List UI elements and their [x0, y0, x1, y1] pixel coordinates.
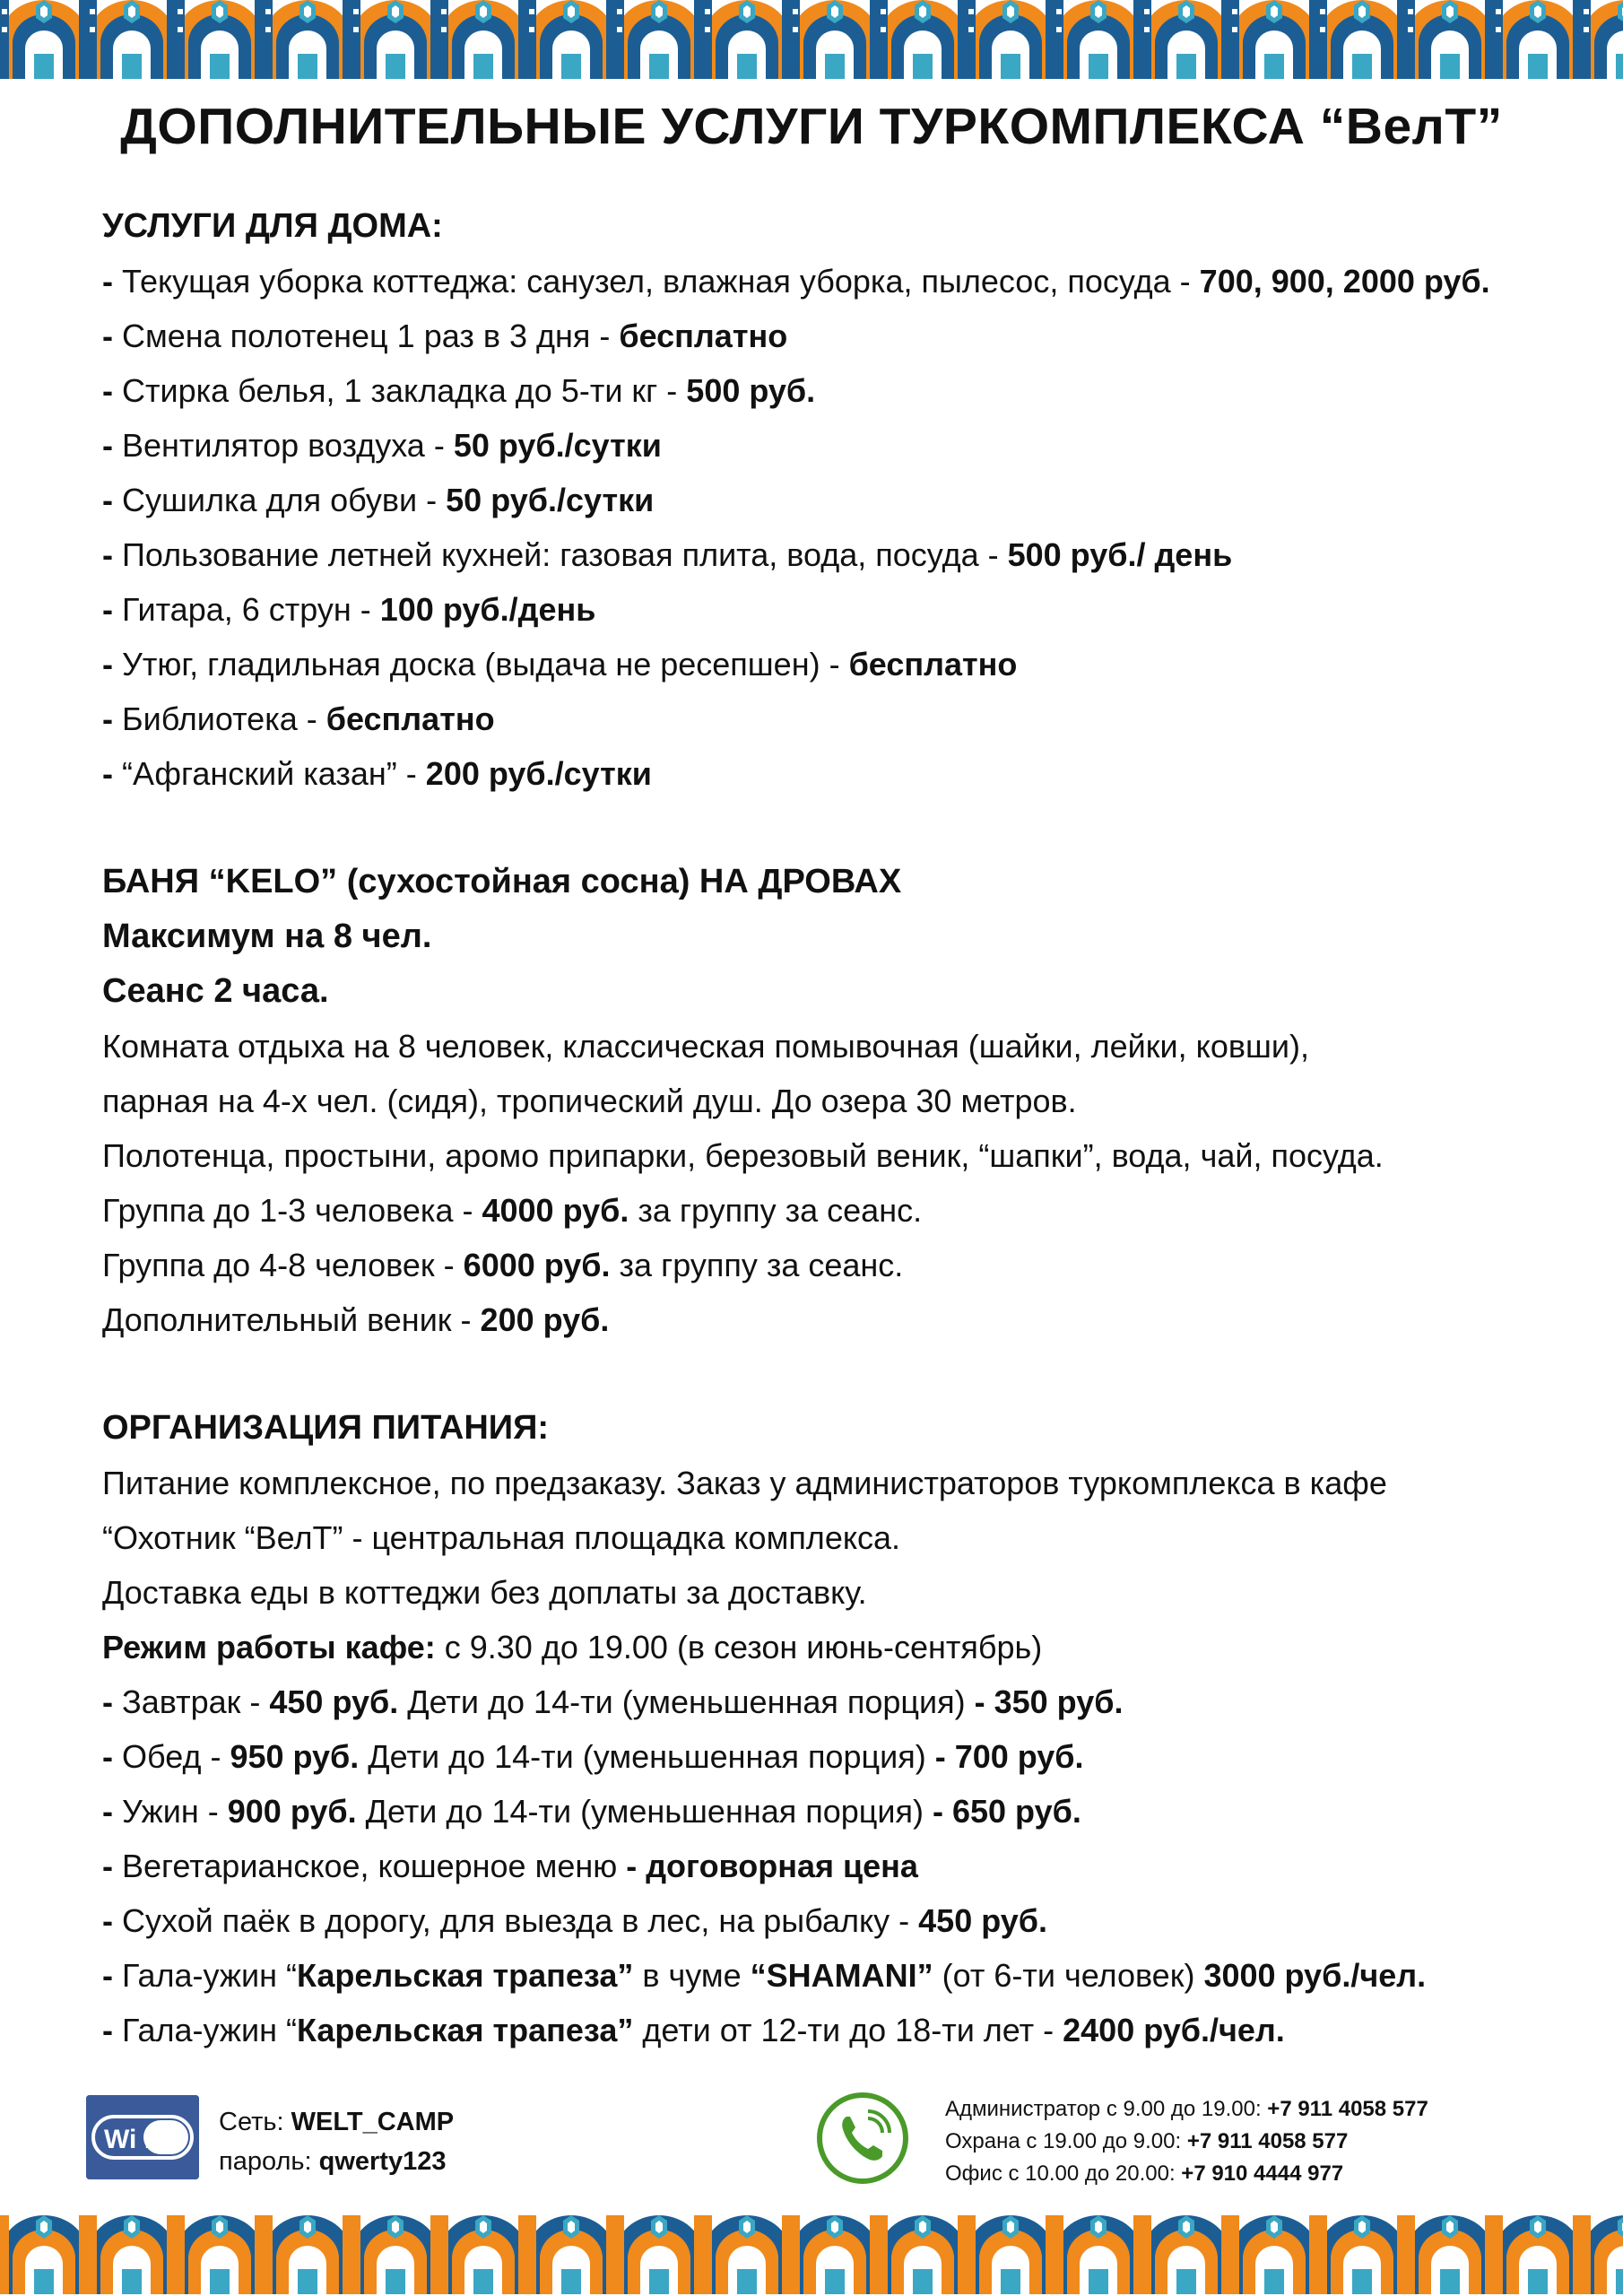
- list-item: - Гитара, 6 струн - 100 руб./день: [102, 591, 596, 628]
- wifi-network: WELT_CAMP: [291, 2108, 455, 2136]
- contacts: [945, 2093, 1428, 2190]
- sauna-group-large: Группа до 4-8 человек - 6000 руб. за группу за сеанс.: [102, 1247, 904, 1283]
- lunch-item: - Обед - 950 руб. Дети до 14-ти (уменьшенная порция) - 700 руб.: [102, 1738, 1084, 1775]
- food-heading: ОРГАНИЗАЦИЯ ПИТАНИЯ:: [102, 1409, 550, 1447]
- list-item: - Пользование летней кухней: газовая плита, вода, посуда - 500 руб./ день: [102, 536, 1233, 573]
- gala-dinner-item: - Гала-ужин “Карельская трапеза” в чуме “SHAMANI” (от 6-ти человек) 3000 руб./чел.: [102, 1957, 1427, 1994]
- vegetarian-item: - Вегетарианское, кошерное меню - договорная цена: [102, 1848, 918, 1884]
- wifi-password-line: пароль: qwerty123: [219, 2147, 447, 2176]
- top-ornament-band: [0, 0, 1623, 79]
- sauna-max: Максимум на 8 чел.: [102, 918, 432, 955]
- list-item: - “Афганский казан” - 200 руб./сутки: [102, 755, 652, 792]
- list-item: - Стирка белья, 1 закладка до 5-ти кг - 500 руб.: [102, 372, 816, 409]
- list-item: - Вентилятор воздуха - 50 руб./сутки: [102, 427, 662, 464]
- bottom-ornament-band: [0, 2215, 1623, 2294]
- admin-contact: Администратор с 9.00 до 19.00: +7 911 4058 577: [945, 2097, 1428, 2121]
- guard-phone-link[interactable]: +7 911 4058 577: [1186, 2129, 1349, 2153]
- gala-dinner-kids-item: - Гала-ужин “Карельская трапеза” дети от 12-ти до 18-ти лет - 2400 руб./чел.: [102, 2012, 1285, 2048]
- sauna-desc-2: парная на 4-х чел. (сидя), тропический душ. До озера 30 метров.: [102, 1083, 1077, 1119]
- sauna-group-small: Группа до 1-3 человека - 4000 руб. за группу за сеанс.: [102, 1192, 923, 1229]
- list-item: - Смена полотенец 1 раз в 3 дня - бесплатно: [102, 317, 788, 354]
- wifi-icon: [86, 2095, 199, 2179]
- list-item: - Библиотека - бесплатно: [102, 700, 495, 737]
- office-phone-link[interactable]: +7 910 4444 977: [1181, 2161, 1344, 2186]
- breakfast-item: - Завтрак - 450 руб. Дети до 14-ти (уменьшенная порция) - 350 руб.: [102, 1683, 1124, 1720]
- wifi-password: qwerty123: [318, 2147, 447, 2176]
- sauna-desc-3: Полотенца, простыни, аромо припарки, березовый веник, “шапки”, вода, чай, посуда.: [102, 1137, 1384, 1174]
- sauna-heading: БАНЯ “KELO” (сухостойная сосна) НА ДРОВАХ: [102, 863, 902, 900]
- page-title: ДОПОЛНИТЕЛЬНЫЕ УСЛУГИ ТУРКОМПЛЕКСА “ВелТ”: [120, 98, 1503, 155]
- list-item: - Утюг, гладильная доска (выдача не ресепшен) - бесплатно: [102, 646, 1018, 683]
- food-desc-2: “Охотник “ВелТ” - центральная площадка комплекса.: [102, 1519, 901, 1556]
- wifi-label-wi: Wi Fi: [104, 2125, 169, 2154]
- sauna-session: Сеанс 2 часа.: [102, 972, 329, 1010]
- list-item: - Сушилка для обуви - 50 руб./сутки: [102, 482, 655, 518]
- ornament-pattern: [0, 2215, 1623, 2294]
- admin-phone-link[interactable]: +7 911 4058 577: [1267, 2097, 1428, 2121]
- office-contact: Офис с 10.00 до 20.00: +7 910 4444 977: [945, 2161, 1344, 2186]
- sauna-broom: Дополнительный веник - 200 руб.: [102, 1301, 610, 1338]
- food-desc-1: Питание комплексное, по предзаказу. Заказ у администраторов туркомплекса в кафе: [102, 1465, 1387, 1501]
- home-heading: УСЛУГИ ДЛЯ ДОМА:: [102, 207, 443, 245]
- food-desc-3: Доставка еды в коттеджи без доплаты за доставку.: [102, 1574, 867, 1611]
- sauna-desc-1: Комната отдыха на 8 человек, классическая помывочная (шайки, лейки, ковши),: [102, 1028, 1309, 1065]
- wifi-network-line: Сеть: WELT_CAMP: [219, 2108, 455, 2136]
- guard-contact: Охрана с 19.00 до 9.00: +7 911 4058 577: [945, 2129, 1349, 2153]
- dry-ration-item: - Сухой паёк в дорогу, для выезда в лес, на рыбалку - 450 руб.: [102, 1902, 1047, 1939]
- wifi-info: [219, 2102, 454, 2181]
- footer: [0, 2081, 1623, 2197]
- cafe-hours: Режим работы кафе: с 9.30 до 19.00 (в сезон июнь-сентябрь): [102, 1629, 1043, 1665]
- list-item: - Текущая уборка коттеджа: санузел, влажная уборка, пылесос, посуда - 700, 900, 2000 руб.: [102, 263, 1490, 300]
- phone-icon: [816, 2092, 909, 2185]
- content: [102, 199, 1591, 2057]
- ornament-pattern: [0, 0, 1623, 79]
- dinner-item: - Ужин - 900 руб. Дети до 14-ти (уменьшенная порция) - 650 руб.: [102, 1793, 1081, 1830]
